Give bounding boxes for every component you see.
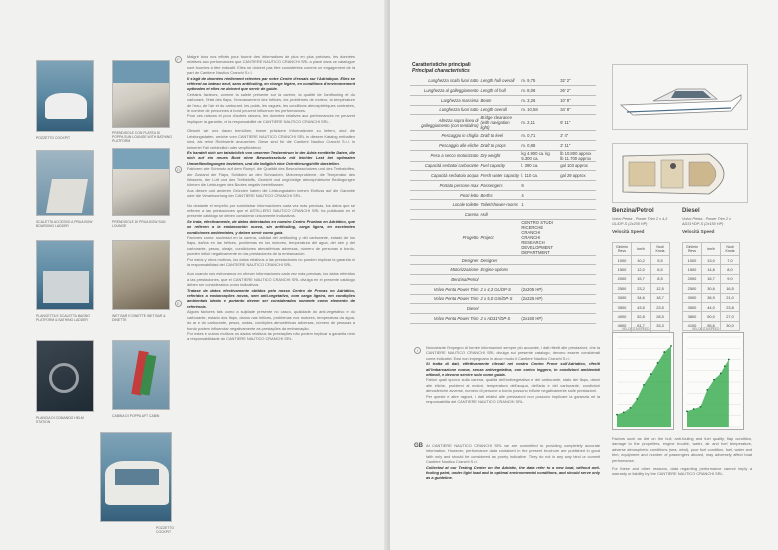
photo-aft-cabin bbox=[112, 340, 170, 410]
engine-table-cell: 36,9 bbox=[702, 293, 721, 302]
text-column-right-it bbox=[426, 345, 600, 440]
spec-row bbox=[410, 115, 596, 131]
spec-label-it: Volvo Penta Power Trim bbox=[410, 294, 479, 304]
boat-deck-plan-image bbox=[612, 143, 748, 203]
spec-label-en: Fuel capacity bbox=[479, 161, 520, 171]
engine-table-row bbox=[683, 256, 740, 265]
spec-value-metric bbox=[520, 255, 559, 265]
flag-it-icon: I bbox=[414, 347, 421, 354]
spec-label-en: Length overall bbox=[479, 105, 520, 115]
engine-table-cell: 2000 bbox=[613, 274, 632, 283]
spec-label-en: Dry weight bbox=[479, 150, 520, 161]
spec-label-en: Draft to keel bbox=[479, 131, 520, 141]
graph-diesel bbox=[682, 332, 744, 430]
photo-cockpit bbox=[36, 60, 94, 132]
spec-value-imperial bbox=[559, 210, 596, 220]
spec-row bbox=[410, 304, 596, 314]
spec-label-en: Length hull overall bbox=[479, 76, 520, 86]
engine-table-row bbox=[613, 274, 670, 283]
caption-photo-6: WET BAR E DINETTE WET BAR & DINETTE bbox=[112, 314, 166, 322]
spec-row bbox=[410, 255, 596, 265]
engine-table-row bbox=[683, 274, 740, 283]
photo-bathing-platform bbox=[36, 240, 94, 310]
spec-label-en: Berths bbox=[479, 190, 520, 200]
engine-table-cell: 4100 bbox=[683, 321, 702, 330]
graph-speed-point bbox=[720, 373, 722, 375]
caption-photo-4: PRENDISOLE DI PRUA BOW SUN LOUNGE bbox=[112, 220, 166, 228]
engine-table-cell: 28,5 bbox=[651, 312, 670, 321]
spec-row bbox=[410, 200, 596, 210]
engine-table-head bbox=[613, 243, 670, 256]
paragraph-en-2: Factors such as dirt on the hull, anti-fouling and fuel quality, flap condition, damage to the propellers, engine trouble, water, air and fuel temperature, adverse atmospheric conditions (sea, wind), poor fuel condition, fuel, water and trim, equipment and number of passengers aboard, may adversely affect boat performance. bbox=[612, 436, 752, 463]
spec-row bbox=[410, 181, 596, 191]
graph-petrol bbox=[612, 332, 674, 430]
photo-cockpit-large bbox=[100, 432, 172, 522]
engine-table-cell: 44,0 bbox=[702, 302, 721, 311]
graph-speed-point bbox=[623, 411, 625, 413]
spec-value-metric: 9 bbox=[520, 181, 559, 191]
spec-label-it: Portata persone max bbox=[410, 181, 479, 191]
graph-speed-point bbox=[713, 379, 715, 381]
spec-value-metric: CENTRO STUDI RICERCHE CRANCHI CRANCHI RESEARCH DEVELOPMENT DEPARTMENT bbox=[520, 219, 559, 255]
spec-value-imperial bbox=[559, 255, 596, 265]
engine-table-cell: 23,2 bbox=[632, 284, 651, 293]
engine-table-head bbox=[683, 243, 740, 256]
left-page bbox=[0, 0, 388, 550]
spec-value-imperial bbox=[559, 284, 596, 294]
spec-value-metric: m. 3,26 bbox=[520, 95, 559, 105]
spec-label-en: Bridge clearance (with navigation light) bbox=[479, 115, 520, 131]
engine-table-header-cell: Giri/min Revs bbox=[613, 243, 632, 256]
engine-table-row bbox=[613, 312, 670, 321]
spec-value-metric bbox=[520, 304, 559, 314]
spec-value-metric: (2x205 HP) bbox=[520, 284, 559, 294]
spec-value-metric: l. 390 ca. bbox=[520, 161, 559, 171]
engine-petrol-velocity-label: Velocità Speed bbox=[612, 229, 645, 234]
graph-speed-point bbox=[686, 410, 688, 412]
photo-helm-station bbox=[36, 340, 94, 412]
graph-speed-point bbox=[630, 407, 632, 409]
spec-value-metric bbox=[520, 265, 559, 275]
engine-table-cell: 1500 bbox=[683, 265, 702, 274]
engine-table-cell: 34,6 bbox=[632, 293, 651, 302]
spec-label-it: Motorizzazione bbox=[410, 265, 479, 275]
graph-speed-area bbox=[617, 346, 671, 427]
spec-label-it: Locale toilette bbox=[410, 200, 479, 210]
engine-table-cell: 50,0 bbox=[702, 312, 721, 321]
spec-value-imperial bbox=[559, 265, 596, 275]
engine-table-cell: 9,0 bbox=[721, 274, 740, 283]
spec-label-it: Volvo Penta Power Trim bbox=[410, 313, 479, 323]
spec-title-it: Caratteristiche principali bbox=[412, 62, 471, 68]
engine-table-cell: 3500 bbox=[683, 302, 702, 311]
text-column-right-en-2 bbox=[612, 436, 752, 526]
caption-photo-1: POZZETTO COCKPIT bbox=[36, 136, 71, 140]
graph-title-petrol: VELOCITÀ/SPEED bbox=[622, 327, 650, 331]
spec-value-imperial: lb 10.800 approx lb 11.700 approx bbox=[559, 150, 596, 161]
spec-value-imperial bbox=[559, 313, 596, 323]
spec-value-metric bbox=[520, 210, 559, 220]
spec-label-en: Toilet/shower-rooms bbox=[479, 200, 520, 210]
paragraph-en-3: For these and other reasons, data regarding performance cannot imply a warranty or liability by the CANTIERE NAUTICO CRANCHI SRL. bbox=[612, 466, 752, 477]
spec-value-metric: (2x150 HP) bbox=[520, 313, 559, 323]
graph-speed-point bbox=[724, 365, 726, 367]
paragraph-it-1: Nonostante l'impegno di fornire informazioni sempre più accurate, i dati riferiti alle prestazioni, che la CANTIERE NAUTICO CRANCHI SRL divulga sul presente catalogo, devono essere considerati come indicativi. Essi non impegnano in alcun modo il Cantiere Nautico Cranchi S.r.l. bbox=[426, 345, 600, 361]
spec-value-imperial: 10' 8" bbox=[559, 95, 596, 105]
spec-row bbox=[410, 265, 596, 275]
engine-table-header-cell: km/h bbox=[632, 243, 651, 256]
caption-photo-3: SCALETTA ACCESSO A PRUA BOW BOARDING LADDER bbox=[36, 220, 93, 228]
spec-label-en bbox=[479, 275, 520, 285]
spec-row bbox=[410, 86, 596, 96]
text-column-left bbox=[187, 54, 355, 526]
engine-table-cell: 3800 bbox=[683, 312, 702, 321]
spec-value-imperial bbox=[559, 181, 596, 191]
graph-speed-point bbox=[657, 362, 659, 364]
spec-label-it: Lunghezza al galleggiamento bbox=[410, 86, 479, 96]
paragraph-es-bold: Se trata, efectivamente, de datos detectados en nuestro Centro Pruebas en Adriático, que se refieren a la embarcación nueva, sin antifouling, carga ligera, en excelentes condiciones ambientales, y deben servir como guía. bbox=[187, 218, 355, 235]
spec-label-en: Length of hull bbox=[479, 86, 520, 96]
spec-label-it: Progetto bbox=[410, 219, 479, 255]
spec-value-metric: m. 8,08 bbox=[520, 86, 559, 96]
photo-bow-sun-lounge bbox=[112, 148, 170, 216]
spec-value-imperial: 26' 2" bbox=[559, 86, 596, 96]
spec-label-it: Diesel bbox=[410, 304, 479, 314]
graph-title-diesel: VELOCITÀ/SPEED bbox=[692, 327, 720, 331]
spec-table bbox=[410, 76, 596, 324]
graph-speed-point bbox=[728, 359, 730, 361]
engine-table-cell: 3000 bbox=[613, 293, 632, 302]
engine-table-row bbox=[683, 312, 740, 321]
spec-label-en: Project bbox=[479, 219, 520, 255]
engine-table-row bbox=[613, 293, 670, 302]
graph-petrol-svg bbox=[613, 333, 675, 431]
spec-row bbox=[410, 219, 596, 255]
spec-row bbox=[410, 95, 596, 105]
flag-de-icon: D bbox=[175, 166, 182, 173]
caption-photo-7: PLANCIA DI COMANDO HELM STATION bbox=[36, 416, 84, 424]
paragraph-fr-3: Pour ces raisons et pour d'autres raisons, les données relatives aux performances ne peuvent impliquer la garantie, ni la responsabilité de CANTIERE NAUTICO CRANCHI SRL. bbox=[187, 113, 355, 124]
paragraph-de-2: Faktoren wie Schmutz auf dem Rumpf, die Qualität des Bewuchsschutzes und des Treibstoffes, der Zustand der Flaps, Schäden an den Schrauben, Motorenprobleme, die Temperatur des Wassers, der Luft und des Treibstoffs, Gewicht und ungünstige atmosphärische Bedingungen können die Leistungen des Bootes negativ beeinflussen. bbox=[187, 166, 355, 188]
engine-table-cell: 8,0 bbox=[721, 265, 740, 274]
paragraph-fr-1: Malgré tous nos efforts pour fournir des informations de plus en plus précises, les données relatives aux performances que CANTIERE NAUTICO CRANCHI SRL a placé dans ce catalogue sont fournies à titre indicatif. Elles ne doivent pas être considérées comme un engagement de la part de Cantiere Nautico Cranchi S.r.l. bbox=[187, 54, 355, 76]
spec-row bbox=[410, 275, 596, 285]
spec-value-imperial: 2' 11" bbox=[559, 140, 596, 150]
spec-value-imperial: gal 103 approx bbox=[559, 161, 596, 171]
paragraph-es-2: Factores como: suciedad en la carena, calidad del antifouling y del carburante, estado de los flaps, daños en las hélices, problemas en los motores, temperatura del agua, del aire y del carburante, pesos, oleaje, condiciones atmosféricas adversas, número de personas a bordo, pueden influir negativamente en las prestaciones de la embarcación. bbox=[187, 235, 355, 257]
paragraph-en-bold: Collected at our Testing Center on the Adriatic, the data refer to a new boat, without anti-fouling paint, under light load and in optimal environmental conditions, and should serve only as a guideline. bbox=[426, 464, 600, 481]
engine-diesel-title: Diesel bbox=[682, 208, 700, 214]
engine-table-cell: 5,5 bbox=[651, 256, 670, 265]
paragraph-it-3: Per queste e altre ragioni, i dati relativi alle prestazioni non possono implicare la garanzia né la responsabilità del CANTIERE NAUTICO CRANCHI SRL. bbox=[426, 393, 600, 405]
engine-table-header-cell: km/h bbox=[702, 243, 721, 256]
spec-row bbox=[410, 171, 596, 181]
spec-label-it: Volvo Penta Power Trim bbox=[410, 284, 479, 294]
engine-petrol-title: Benzina/Petrol bbox=[612, 208, 654, 214]
graph-speed-point bbox=[636, 398, 638, 400]
paragraph-de-1: Obwohl wir uns daran bemühen, immer präzisere Informationen zu liefern, sind die Leistungsdaten, welche vom CANTIERE NAUTICO CRANCHI SRL in diesem Katalog enthalten sind, als reine Richtwerte anzusehen. Diese sind für die Cantiere Nautico Cranchi S.r.l. in keinerlei Fall verbindlich oder verpflichtend. bbox=[187, 128, 355, 150]
engine-table-row bbox=[613, 284, 670, 293]
engine-table-cell: 16,7 bbox=[702, 274, 721, 283]
engine-table-cell: 2500 bbox=[613, 284, 632, 293]
spec-label-it: Capacità serbatoio acqua bbox=[410, 171, 479, 181]
spec-value-imperial: gal 29 approx bbox=[559, 171, 596, 181]
engine-table-row bbox=[613, 265, 670, 274]
engine-diesel-velocity-label: Velocità Speed bbox=[682, 229, 715, 234]
paragraph-fr-bold: Il s'agit de données réellement relevées par notre Centre d'essais sur l'Adriatique. Elles se réfèrent au bateau neuf, sans antifouling, en charge légère, en conditions d'environnement optimales et elles ne doivent que servir de guide. bbox=[187, 75, 355, 92]
engine-table-cell: 4000 bbox=[613, 312, 632, 321]
spec-label-en: 2 x 4,3 GL/DP-S bbox=[479, 284, 520, 294]
spec-label-it: Lunghezza scafo fuori tutto bbox=[410, 76, 479, 86]
graph-speed-point bbox=[616, 414, 618, 416]
caption-photo-9: POZZETTO COCKPIT bbox=[156, 526, 175, 534]
spec-value-imperial bbox=[559, 200, 596, 210]
spec-row bbox=[410, 131, 596, 141]
spec-value-imperial bbox=[559, 219, 596, 255]
engine-table-cell: 12,5 bbox=[651, 284, 670, 293]
engine-table-cell: 16,5 bbox=[721, 284, 740, 293]
boat-side-profile-image bbox=[612, 64, 748, 130]
spec-row bbox=[410, 210, 596, 220]
engine-table-cell: 8,5 bbox=[651, 274, 670, 283]
engine-table-cell: 33,3 bbox=[651, 321, 670, 330]
engine-table-row bbox=[613, 256, 670, 265]
engine-table-cell: 23,5 bbox=[651, 302, 670, 311]
engine-table-row bbox=[683, 302, 740, 311]
engine-table-header-cell: Giri/min Revs bbox=[683, 243, 702, 256]
engine-table-cell: 55,6 bbox=[702, 321, 721, 330]
paragraph-de-bold: Es handelt sich um tatsächlich von unserem Testzentrum in der Adria ermittelte Daten, die sich auf ein neues Boot ohne Bewuchsschutz mit leichter Last bei optimalen Umweltbedingungen beziehen, und die lediglich eine Orientierungshilfe darstellen. bbox=[187, 149, 355, 166]
spec-value-imperial bbox=[559, 304, 596, 314]
engine-table-cell: 18,7 bbox=[651, 293, 670, 302]
paragraph-es-1: No obstante el empeño por suministrar informaciones cada vez más precisas, los datos que se refieren a las prestaciones que el ASTILLERO NAUTICO CRANCHI SRL ha publicado en el presente catálogo se deben considerar únicamente indicativos. bbox=[187, 202, 355, 219]
engine-table-cell: 7,0 bbox=[721, 256, 740, 265]
spec-value-imperial: 32' 2" bbox=[559, 76, 596, 86]
spec-value-imperial: 34' 8" bbox=[559, 105, 596, 115]
photo-sun-lounge bbox=[112, 60, 170, 128]
spec-label-en: 2 x 5,0 GXi/DP-S bbox=[479, 294, 520, 304]
engine-table-cell: 30,0 bbox=[721, 321, 740, 330]
engine-table-cell: 43,5 bbox=[632, 302, 651, 311]
spec-row bbox=[410, 76, 596, 86]
spec-value-metric: (2x225 HP) bbox=[520, 294, 559, 304]
engine-table-row bbox=[613, 302, 670, 311]
engine-table-cell: 1000 bbox=[613, 256, 632, 265]
spec-row bbox=[410, 105, 596, 115]
paragraph-pt-1: Aun cuando nos esforzamos en ofrecer informaciones cada vez más precisas, los datos referidos a las prestaciones, que el CANTIERE NAUTICO CRANCHI SRL divulga en el presente catálogo deben ser considerados como indicativos. bbox=[187, 271, 355, 288]
deck-plan-icon bbox=[613, 144, 749, 204]
photo-bow-ladder bbox=[36, 150, 94, 216]
graph-speed-point bbox=[706, 389, 708, 391]
engine-table-cell: 10,2 bbox=[632, 256, 651, 265]
spec-row bbox=[410, 150, 596, 161]
spec-row bbox=[410, 140, 596, 150]
spec-label-it: Designer bbox=[410, 255, 479, 265]
paragraph-pt-2: Alguns factores tais como a sujidade presente no casco, qualidade do anti-vegetativo e do carburante, estado dos flaps, danos nas hélices, problemas nos motores, temperatura da água, do ar e do carburante, pesos, ondas, condições atmosféricas adversas, número de pessoas a bordo podem influenciar negativamente as prestações da embarcação. bbox=[187, 309, 355, 331]
spec-label-it: Lunghezza fuori tutto bbox=[410, 105, 479, 115]
engine-table-cell: 14,8 bbox=[702, 265, 721, 274]
engine-table-cell: 6,5 bbox=[651, 265, 670, 274]
paragraph-it-2: Fattori quali sporco sulla carena, qualità dell'antivegetativa e del carburante, stato dei flaps, danni alle eliche, problemi ai motori, temperatura dell'acqua, dell'aria e del carburante, condizioni atmosferiche avverse, numero di persone a bordo possono influire negativamente sulle prestazioni. bbox=[426, 377, 600, 394]
text-column-right-en bbox=[426, 443, 600, 527]
boat-side-icon bbox=[613, 65, 749, 131]
engine-table-cell: 15,7 bbox=[632, 274, 651, 283]
spec-label-it: Carena bbox=[410, 210, 479, 220]
photo-wet-bar bbox=[112, 240, 170, 310]
engine-table-header-cell: Nodi Knots bbox=[721, 243, 740, 256]
spec-label-en: Fresh water capacity bbox=[479, 171, 520, 181]
engine-diesel-subtitle: Volvo Penta - Power Trim 2 x AD31*/DP-S (2x150 HP) bbox=[682, 217, 731, 226]
paragraph-fr-2: Certains facteurs, comme la salete présente sur la carène, la qualité de l'antifouling et du carburant, l'état des flaps, l'encrassement des hélices, les problèmes de moteur, la température de l'eau, de l'air et du carburant, les poids, les vagues, les conditions atmosphériques contraires, le nombre de personnes à bord peuvent influencer les performances. bbox=[187, 91, 355, 114]
spec-label-en: Hull bbox=[479, 210, 520, 220]
graph-speed-point bbox=[650, 373, 652, 375]
engine-table-cell: 27,0 bbox=[721, 312, 740, 321]
spec-value-imperial bbox=[559, 294, 596, 304]
caption-photo-8: CABINA DI POPPA AFT CABIN bbox=[112, 414, 160, 418]
graph-speed-point bbox=[700, 406, 702, 408]
spec-value-metric: m. 0,71 bbox=[520, 131, 559, 141]
spec-value-metric: m. 0,88 bbox=[520, 140, 559, 150]
engine-table-cell: 2500 bbox=[683, 284, 702, 293]
graph-speed-point bbox=[693, 408, 695, 410]
spec-label-it: Pescaggio in chiglia bbox=[410, 131, 479, 141]
engine-table-cell: 4500 bbox=[613, 321, 632, 330]
engine-table-cell: 2000 bbox=[683, 274, 702, 283]
engine-table-header-cell: Nodi Knots bbox=[651, 243, 670, 256]
flag-gb-label: GB bbox=[414, 443, 423, 449]
graph-speed-point bbox=[670, 345, 672, 347]
paragraph-it-bold: Si tratta di dati, effettivamente rilevati nel nostro Centro Prove sull'Adriatico, riferiti all'imbarcazione nuova, senza antivegetativa, con carico leggero, in condizioni ambientali ottimali, e devono servire solo come guida. bbox=[426, 361, 600, 378]
caption-photo-2: PRENDISOLE CON PLATEA DI POPPA SUN LOUNGE WITH BATHING PLATFORM bbox=[112, 131, 172, 143]
engine-diesel-table bbox=[682, 242, 740, 331]
engine-table-cell: 1500 bbox=[613, 265, 632, 274]
spec-value-metric: m. 9,75 bbox=[520, 76, 559, 86]
spec-label-en: Draft to props bbox=[479, 140, 520, 150]
spec-label-it: Altezza sopra linea di galleggiamento (con tendalino) bbox=[410, 115, 479, 131]
flag-fr-icon: F bbox=[175, 56, 182, 63]
spec-label-it: Benzina/Petrol bbox=[410, 275, 479, 285]
caption-photo-5: PLANCETTA E SCALETTA BAGNO PLATFORM & BATHING LADDER bbox=[36, 314, 90, 322]
spec-label-en: Beam bbox=[479, 95, 520, 105]
engine-petrol-table bbox=[612, 242, 670, 341]
paragraph-en-1: At CANTIERE NAUTICO CRANCHI SRL we are committed to providing completely accurate information. However, performance data contained in the present brochure are published in good faith only and should be considered as purely indicative. They do not in any way bind or commit Cantiere Nautico Cranchi S.r.l. bbox=[426, 443, 600, 465]
paragraph-de-3: Aus diesen und anderen Gründen haben die Leistungsdaten keinen Einfluss auf die Garantie oder die Verantwortung der CANTIERE NAUTICO CRANCHI SRL. bbox=[187, 187, 355, 199]
graph-speed-point bbox=[643, 384, 645, 386]
spec-row bbox=[410, 284, 596, 294]
spec-value-imperial: 2' 4" bbox=[559, 131, 596, 141]
engine-table-cell: 30,6 bbox=[702, 284, 721, 293]
engine-table-row bbox=[683, 293, 740, 302]
spec-value-imperial: 6' 11" bbox=[559, 115, 596, 131]
graph-diesel-svg bbox=[683, 333, 745, 431]
spec-value-metric: m. 2,11 bbox=[520, 115, 559, 131]
spec-value-metric: 4 bbox=[520, 190, 559, 200]
engine-table-cell: 21,0 bbox=[721, 293, 740, 302]
spec-value-metric bbox=[520, 275, 559, 285]
spec-label-it: Peso a secco motorizzato bbox=[410, 150, 479, 161]
flag-es-icon: E bbox=[175, 300, 182, 307]
spec-value-metric: kg 4.900 ca. kg 5.300 ca. bbox=[520, 150, 559, 161]
spec-label-en: Passengers bbox=[479, 181, 520, 191]
engine-table-cell: 13,0 bbox=[702, 256, 721, 265]
paragraph-es-3: Por estos y otros motivos, los datos relativos a las prestaciones no pueden implicar la garantía ni la responsabilidad del CANTIERE NAUTICO CRANCHI SRL. bbox=[187, 256, 355, 268]
engine-table-cell: 52,8 bbox=[632, 312, 651, 321]
paragraph-pt-3: Por estes e outros motivos os dados relativos às prestações não podem implicar a garantia nem a responsabilidade do CANTIERE NAUTICO CRANCHI SRL. bbox=[187, 330, 355, 342]
spec-title bbox=[412, 62, 471, 74]
engine-table-cell: 3500 bbox=[613, 302, 632, 311]
spec-value-imperial bbox=[559, 190, 596, 200]
spec-label-en bbox=[479, 304, 520, 314]
spec-row bbox=[410, 294, 596, 304]
spec-value-metric: m. 10,58 bbox=[520, 105, 559, 115]
spec-label-en: Engine options bbox=[479, 265, 520, 275]
spec-row bbox=[410, 313, 596, 323]
engine-table-row bbox=[683, 284, 740, 293]
spec-label-en: Designer bbox=[479, 255, 520, 265]
engine-table-cell: 1000 bbox=[683, 256, 702, 265]
spec-value-metric: l. 110 ca. bbox=[520, 171, 559, 181]
spec-label-it: Capacità serbatoi carburante bbox=[410, 161, 479, 171]
engine-petrol-subtitle: Volvo Penta - Power Trim 2 x 4,3 GL/DP-S (2x205 HP) bbox=[612, 217, 668, 226]
spec-row bbox=[410, 161, 596, 171]
engine-table-row bbox=[683, 265, 740, 274]
spec-label-it: Larghezza massima bbox=[410, 95, 479, 105]
spec-value-metric: 1 bbox=[520, 200, 559, 210]
engine-table-cell: 3000 bbox=[683, 293, 702, 302]
spec-label-en: 2 x AD31*/DP-S bbox=[479, 313, 520, 323]
spec-label-it: Pescaggio alle eliche bbox=[410, 140, 479, 150]
graph-speed-point bbox=[663, 351, 665, 353]
engine-table-cell: 12,0 bbox=[632, 265, 651, 274]
spec-value-imperial bbox=[559, 275, 596, 285]
spec-row bbox=[410, 190, 596, 200]
engine-table-cell: 61,7 bbox=[632, 321, 651, 330]
spec-label-it: Posti letto bbox=[410, 190, 479, 200]
paragraph-pt-bold: Tratase de datos efectivamente obtidos pelo nosso Centro de Provas no Adriático, referidos a embarcações novas, sem anti-vegetativo, com carga ligeira, em condições ambientais ideais e portanto devem ser considerados somente como elemento de referência. bbox=[187, 287, 355, 309]
engine-table-cell: 23,8 bbox=[721, 302, 740, 311]
spec-title-en: Principal characteristics bbox=[412, 68, 470, 74]
